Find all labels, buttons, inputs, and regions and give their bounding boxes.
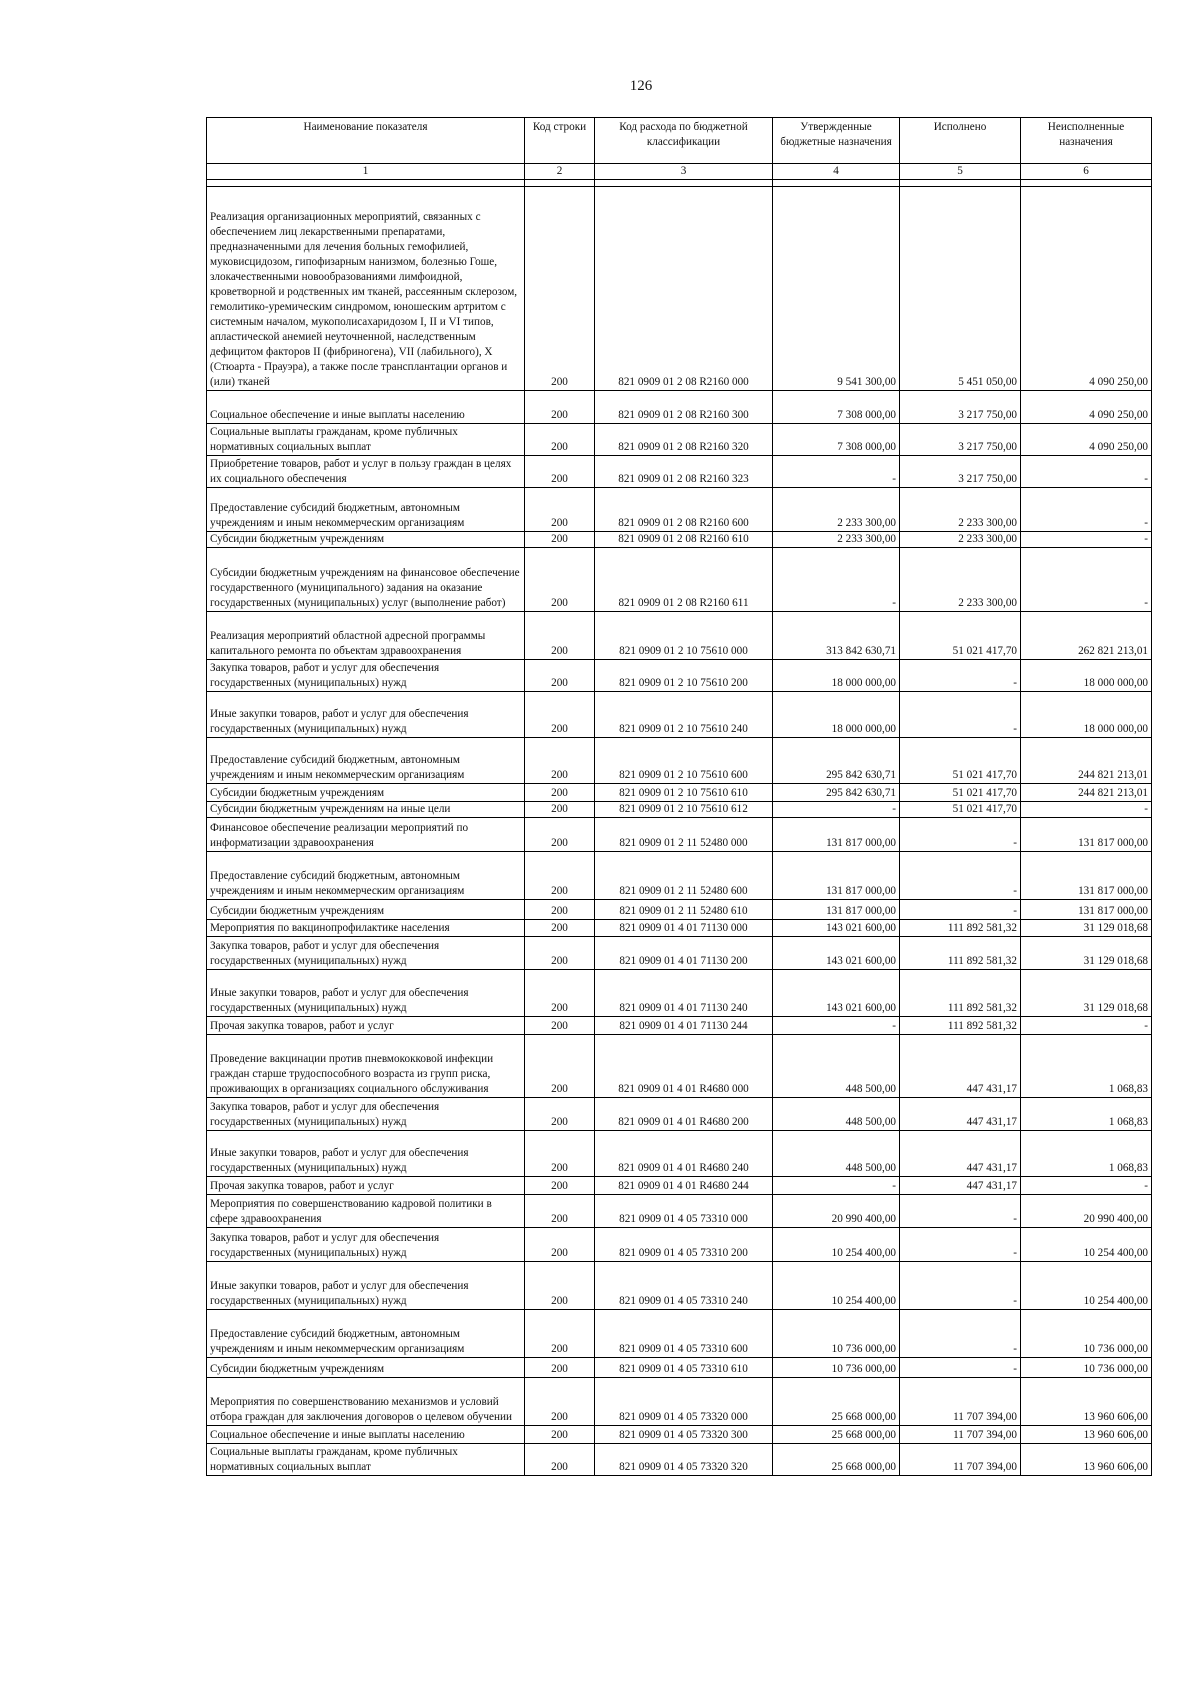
row-budget-classification: 821 0909 01 4 05 73310 600 [595,1310,773,1358]
column-number: 2 [525,164,595,180]
row-indicator-name: Субсидии бюджетным учреждениям на иные цели [207,802,525,818]
row-unexecuted-amount: 1 068,83 [1021,1131,1152,1177]
row-unexecuted-amount: 20 990 400,00 [1021,1195,1152,1228]
row-indicator-name: Прочая закупка товаров, работ и услуг [207,1017,525,1035]
table-row [207,1378,1152,1426]
row-indicator-name: Субсидии бюджетным учреждениям на финансовое обеспечение государственного (муниципального) задания на оказание государственных (муниципальных) услуг (выполнение работ) [207,548,525,612]
table-row [207,1195,1152,1228]
row-line-code: 200 [525,1358,595,1378]
row-unexecuted-amount: 18 000 000,00 [1021,660,1152,692]
row-line-code: 200 [525,970,595,1017]
table-row [207,1444,1152,1476]
row-budget-classification: 821 0909 01 4 01 71130 240 [595,970,773,1017]
row-executed-amount: - [900,1228,1021,1262]
column-number: 1 [207,164,525,180]
row-approved-amount: 7 308 000,00 [773,391,900,424]
row-approved-amount: 131 817 000,00 [773,852,900,900]
row-budget-classification: 821 0909 01 2 08 R2160 320 [595,424,773,456]
row-budget-classification: 821 0909 01 2 08 R2160 300 [595,391,773,424]
row-budget-classification: 821 0909 01 2 08 R2160 611 [595,548,773,612]
table-row [207,1017,1152,1035]
column-header-line-code: Код строки [525,118,595,164]
row-executed-amount: 11 707 394,00 [900,1426,1021,1444]
row-approved-amount: 25 668 000,00 [773,1426,900,1444]
row-approved-amount: 9 541 300,00 [773,187,900,391]
row-executed-amount: 447 431,17 [900,1098,1021,1131]
row-approved-amount: 10 736 000,00 [773,1310,900,1358]
table-row [207,488,1152,532]
row-approved-amount: 20 990 400,00 [773,1195,900,1228]
row-indicator-name: Иные закупки товаров, работ и услуг для обеспечения государственных (муниципальных) нужд [207,1131,525,1177]
row-indicator-name: Финансовое обеспечение реализации мероприятий по информатизации здравоохранения [207,818,525,852]
table-row [207,660,1152,692]
row-executed-amount: - [900,692,1021,738]
table-row [207,1035,1152,1098]
column-number: 3 [595,164,773,180]
row-indicator-name: Социальные выплаты гражданам, кроме публичных нормативных социальных выплат [207,424,525,456]
table-row [207,852,1152,900]
row-executed-amount: 2 233 300,00 [900,548,1021,612]
row-approved-amount: - [773,1017,900,1035]
row-indicator-name: Субсидии бюджетным учреждениям [207,532,525,548]
row-line-code: 200 [525,548,595,612]
row-approved-amount: 25 668 000,00 [773,1444,900,1476]
row-approved-amount: 143 021 600,00 [773,920,900,937]
table-row [207,738,1152,784]
row-line-code: 200 [525,424,595,456]
row-indicator-name: Социальные выплаты гражданам, кроме публичных нормативных социальных выплат [207,1444,525,1476]
row-approved-amount: 18 000 000,00 [773,660,900,692]
row-unexecuted-amount: 4 090 250,00 [1021,424,1152,456]
row-approved-amount: 10 254 400,00 [773,1228,900,1262]
row-unexecuted-amount: 244 821 213,01 [1021,738,1152,784]
row-unexecuted-amount: 4 090 250,00 [1021,187,1152,391]
row-budget-classification: 821 0909 01 4 01 R4680 000 [595,1035,773,1098]
row-line-code: 200 [525,660,595,692]
row-executed-amount: - [900,1310,1021,1358]
row-unexecuted-amount: - [1021,802,1152,818]
table-row [207,532,1152,548]
row-unexecuted-amount: 1 068,83 [1021,1098,1152,1131]
row-line-code: 200 [525,456,595,488]
table-row [207,424,1152,456]
row-unexecuted-amount: 1 068,83 [1021,1035,1152,1098]
table-body [207,180,1152,1476]
row-approved-amount: 143 021 600,00 [773,970,900,1017]
row-budget-classification: 821 0909 01 2 11 52480 600 [595,852,773,900]
row-indicator-name: Субсидии бюджетным учреждениям [207,784,525,802]
table-row [207,784,1152,802]
row-budget-classification: 821 0909 01 4 05 73320 320 [595,1444,773,1476]
row-budget-classification: 821 0909 01 4 01 R4680 240 [595,1131,773,1177]
row-unexecuted-amount: 31 129 018,68 [1021,970,1152,1017]
row-unexecuted-amount: 262 821 213,01 [1021,612,1152,660]
row-indicator-name: Мероприятия по вакцинопрофилактике населения [207,920,525,937]
table-row [207,900,1152,920]
row-line-code: 200 [525,900,595,920]
row-indicator-name: Субсидии бюджетным учреждениям [207,900,525,920]
row-executed-amount: - [900,1195,1021,1228]
row-approved-amount: 2 233 300,00 [773,488,900,532]
row-indicator-name: Предоставление субсидий бюджетным, автономным учреждениям и иным некоммерческим организациям [207,738,525,784]
row-executed-amount: - [900,852,1021,900]
row-indicator-name: Предоставление субсидий бюджетным, автономным учреждениям и иным некоммерческим организациям [207,852,525,900]
row-executed-amount: 51 021 417,70 [900,738,1021,784]
row-line-code: 200 [525,488,595,532]
row-line-code: 200 [525,391,595,424]
row-budget-classification: 821 0909 01 2 10 75610 610 [595,784,773,802]
row-indicator-name: Мероприятия по совершенствованию механизмов и условий отбора граждан для заключения договоров о целевом обучении [207,1378,525,1426]
row-executed-amount: 111 892 581,32 [900,1017,1021,1035]
row-indicator-name: Предоставление субсидий бюджетным, автономным учреждениям и иным некоммерческим организациям [207,488,525,532]
row-executed-amount: 447 431,17 [900,1035,1021,1098]
row-budget-classification: 821 0909 01 4 05 73310 000 [595,1195,773,1228]
row-executed-amount: - [900,1358,1021,1378]
row-approved-amount: 143 021 600,00 [773,937,900,970]
row-line-code: 200 [525,532,595,548]
column-header-executed: Исполнено [900,118,1021,164]
row-approved-amount: 25 668 000,00 [773,1378,900,1426]
row-executed-amount: 111 892 581,32 [900,920,1021,937]
row-approved-amount: 10 254 400,00 [773,1262,900,1310]
table-row [207,1310,1152,1358]
row-budget-classification: 821 0909 01 4 05 73320 000 [595,1378,773,1426]
table-row [207,548,1152,612]
row-budget-classification: 821 0909 01 2 10 75610 240 [595,692,773,738]
row-approved-amount: 7 308 000,00 [773,424,900,456]
row-unexecuted-amount: 10 736 000,00 [1021,1358,1152,1378]
row-line-code: 200 [525,612,595,660]
row-budget-classification: 821 0909 01 4 05 73320 300 [595,1426,773,1444]
row-indicator-name: Социальное обеспечение и иные выплаты населению [207,391,525,424]
column-header-budget-classification: Код расхода по бюджетной классификации [595,118,773,164]
row-unexecuted-amount: - [1021,1177,1152,1195]
row-budget-classification: 821 0909 01 4 05 73310 240 [595,1262,773,1310]
table-row [207,937,1152,970]
row-indicator-name: Предоставление субсидий бюджетным, автономным учреждениям и иным некоммерческим организациям [207,1310,525,1358]
row-unexecuted-amount: - [1021,1017,1152,1035]
row-approved-amount: 2 233 300,00 [773,532,900,548]
row-budget-classification: 821 0909 01 4 01 R4680 244 [595,1177,773,1195]
row-unexecuted-amount: - [1021,548,1152,612]
row-indicator-name: Проведение вакцинации против пневмококковой инфекции граждан старше трудоспособного возраста из групп риска, проживающих в организациях социального обслуживания [207,1035,525,1098]
row-unexecuted-amount: - [1021,532,1152,548]
spacer-row [207,180,1152,187]
row-executed-amount: 111 892 581,32 [900,937,1021,970]
table-row [207,818,1152,852]
row-line-code: 200 [525,802,595,818]
table-row [207,391,1152,424]
row-budget-classification: 821 0909 01 2 11 52480 610 [595,900,773,920]
row-line-code: 200 [525,852,595,900]
row-indicator-name: Мероприятия по совершенствованию кадровой политики в сфере здравоохранения [207,1195,525,1228]
row-approved-amount: - [773,1177,900,1195]
column-number: 6 [1021,164,1152,180]
table-row [207,1426,1152,1444]
row-line-code: 200 [525,1017,595,1035]
row-unexecuted-amount: 31 129 018,68 [1021,937,1152,970]
row-budget-classification: 821 0909 01 2 10 75610 612 [595,802,773,818]
column-number: 5 [900,164,1021,180]
row-line-code: 200 [525,1444,595,1476]
row-executed-amount: - [900,660,1021,692]
row-indicator-name: Закупка товаров, работ и услуг для обеспечения государственных (муниципальных) нужд [207,937,525,970]
row-executed-amount: 111 892 581,32 [900,970,1021,1017]
row-indicator-name: Закупка товаров, работ и услуг для обеспечения государственных (муниципальных) нужд [207,1228,525,1262]
row-approved-amount: 295 842 630,71 [773,784,900,802]
row-unexecuted-amount: 10 254 400,00 [1021,1262,1152,1310]
row-approved-amount: 295 842 630,71 [773,738,900,784]
table-row [207,187,1152,391]
row-unexecuted-amount: 10 736 000,00 [1021,1310,1152,1358]
table-row [207,1098,1152,1131]
row-line-code: 200 [525,1195,595,1228]
column-numbers-row [207,164,1152,180]
row-unexecuted-amount: 18 000 000,00 [1021,692,1152,738]
row-indicator-name: Реализация мероприятий областной адресной программы капитального ремонта по объектам здравоохранения [207,612,525,660]
row-unexecuted-amount: 131 817 000,00 [1021,818,1152,852]
row-unexecuted-amount: 4 090 250,00 [1021,391,1152,424]
table-row [207,802,1152,818]
row-indicator-name: Реализация организационных мероприятий, связанных с обеспечением лиц лекарственными препаратами, предназначенными для лечения больных гемофилией, муковисцидозом, гипофизарным нанизмом, болезнью Гоше, злокачественными новообразованиями лимфоидной, кроветворной и родственных им тканей, рассеянным склерозом, гемолитико-уремическим синдромом, юношеским артритом с системным началом, мукополисахаридозом I, II и VI типов, апластической анемией неуточненной, наследственным дефицитом факторов II (фибриногена), VII (лабильного), X (Стюарта - Прауэра), а также после трансплантации органов и (или) тканей [207,187,525,391]
row-line-code: 200 [525,692,595,738]
row-approved-amount: 448 500,00 [773,1131,900,1177]
row-approved-amount: - [773,548,900,612]
row-budget-classification: 821 0909 01 2 08 R2160 000 [595,187,773,391]
row-executed-amount: 51 021 417,70 [900,612,1021,660]
row-executed-amount: 11 707 394,00 [900,1444,1021,1476]
row-indicator-name: Иные закупки товаров, работ и услуг для обеспечения государственных (муниципальных) нужд [207,970,525,1017]
row-unexecuted-amount: - [1021,456,1152,488]
row-executed-amount: 11 707 394,00 [900,1378,1021,1426]
budget-execution-table [206,117,1152,1476]
row-indicator-name: Иные закупки товаров, работ и услуг для обеспечения государственных (муниципальных) нужд [207,692,525,738]
row-executed-amount: 2 233 300,00 [900,532,1021,548]
row-executed-amount: 51 021 417,70 [900,784,1021,802]
row-unexecuted-amount: 13 960 606,00 [1021,1444,1152,1476]
row-line-code: 200 [525,937,595,970]
row-line-code: 200 [525,738,595,784]
table-row [207,1228,1152,1262]
row-line-code: 200 [525,1098,595,1131]
table-row [207,456,1152,488]
row-line-code: 200 [525,1035,595,1098]
row-unexecuted-amount: - [1021,488,1152,532]
row-budget-classification: 821 0909 01 2 10 75610 200 [595,660,773,692]
row-executed-amount: - [900,1262,1021,1310]
row-unexecuted-amount: 13 960 606,00 [1021,1426,1152,1444]
row-executed-amount: - [900,818,1021,852]
row-approved-amount: 448 500,00 [773,1035,900,1098]
row-line-code: 200 [525,1378,595,1426]
row-executed-amount: 3 217 750,00 [900,456,1021,488]
row-approved-amount: - [773,456,900,488]
row-budget-classification: 821 0909 01 2 11 52480 000 [595,818,773,852]
row-executed-amount: 447 431,17 [900,1131,1021,1177]
row-unexecuted-amount: 244 821 213,01 [1021,784,1152,802]
row-unexecuted-amount: 13 960 606,00 [1021,1378,1152,1426]
row-line-code: 200 [525,818,595,852]
row-budget-classification: 821 0909 01 4 01 R4680 200 [595,1098,773,1131]
table-row [207,1177,1152,1195]
row-line-code: 200 [525,920,595,937]
row-approved-amount: - [773,802,900,818]
row-unexecuted-amount: 131 817 000,00 [1021,900,1152,920]
page-number: 126 [629,78,653,94]
table-row [207,920,1152,937]
row-budget-classification: 821 0909 01 2 10 75610 000 [595,612,773,660]
row-executed-amount: 447 431,17 [900,1177,1021,1195]
row-executed-amount: 5 451 050,00 [900,187,1021,391]
row-line-code: 200 [525,1177,595,1195]
row-line-code: 200 [525,784,595,802]
row-indicator-name: Субсидии бюджетным учреждениям [207,1358,525,1378]
row-line-code: 200 [525,1131,595,1177]
row-unexecuted-amount: 10 254 400,00 [1021,1228,1152,1262]
row-line-code: 200 [525,187,595,391]
row-approved-amount: 448 500,00 [773,1098,900,1131]
row-approved-amount: 131 817 000,00 [773,818,900,852]
row-budget-classification: 821 0909 01 2 08 R2160 600 [595,488,773,532]
row-executed-amount: 51 021 417,70 [900,802,1021,818]
row-indicator-name: Приобретение товаров, работ и услуг в пользу граждан в целях их социального обеспечения [207,456,525,488]
column-header-approved: Утвержденные бюджетные назначения [773,118,900,164]
row-budget-classification: 821 0909 01 4 01 71130 244 [595,1017,773,1035]
table-row [207,970,1152,1017]
column-header-unexecuted: Неисполненные назначения [1021,118,1152,164]
table-row [207,692,1152,738]
row-indicator-name: Закупка товаров, работ и услуг для обеспечения государственных (муниципальных) нужд [207,660,525,692]
row-budget-classification: 821 0909 01 4 01 71130 200 [595,937,773,970]
row-executed-amount: 3 217 750,00 [900,391,1021,424]
table-row [207,1262,1152,1310]
row-executed-amount: 2 233 300,00 [900,488,1021,532]
row-unexecuted-amount: 131 817 000,00 [1021,852,1152,900]
row-budget-classification: 821 0909 01 2 08 R2160 323 [595,456,773,488]
row-approved-amount: 313 842 630,71 [773,612,900,660]
row-executed-amount: - [900,900,1021,920]
row-executed-amount: 3 217 750,00 [900,424,1021,456]
column-number: 4 [773,164,900,180]
row-budget-classification: 821 0909 01 4 05 73310 200 [595,1228,773,1262]
row-indicator-name: Закупка товаров, работ и услуг для обеспечения государственных (муниципальных) нужд [207,1098,525,1131]
row-approved-amount: 18 000 000,00 [773,692,900,738]
row-budget-classification: 821 0909 01 4 05 73310 610 [595,1358,773,1378]
column-header-indicator-name: Наименование показателя [207,118,525,164]
table-row [207,1131,1152,1177]
row-budget-classification: 821 0909 01 2 10 75610 600 [595,738,773,784]
table-row [207,1358,1152,1378]
row-line-code: 200 [525,1310,595,1358]
row-indicator-name: Социальное обеспечение и иные выплаты населению [207,1426,525,1444]
row-approved-amount: 10 736 000,00 [773,1358,900,1378]
table-header-row [207,118,1152,164]
row-indicator-name: Иные закупки товаров, работ и услуг для обеспечения государственных (муниципальных) нужд [207,1262,525,1310]
row-line-code: 200 [525,1228,595,1262]
row-line-code: 200 [525,1426,595,1444]
row-unexecuted-amount: 31 129 018,68 [1021,920,1152,937]
table-row [207,612,1152,660]
row-line-code: 200 [525,1262,595,1310]
row-budget-classification: 821 0909 01 4 01 71130 000 [595,920,773,937]
row-indicator-name: Прочая закупка товаров, работ и услуг [207,1177,525,1195]
row-approved-amount: 131 817 000,00 [773,900,900,920]
row-budget-classification: 821 0909 01 2 08 R2160 610 [595,532,773,548]
